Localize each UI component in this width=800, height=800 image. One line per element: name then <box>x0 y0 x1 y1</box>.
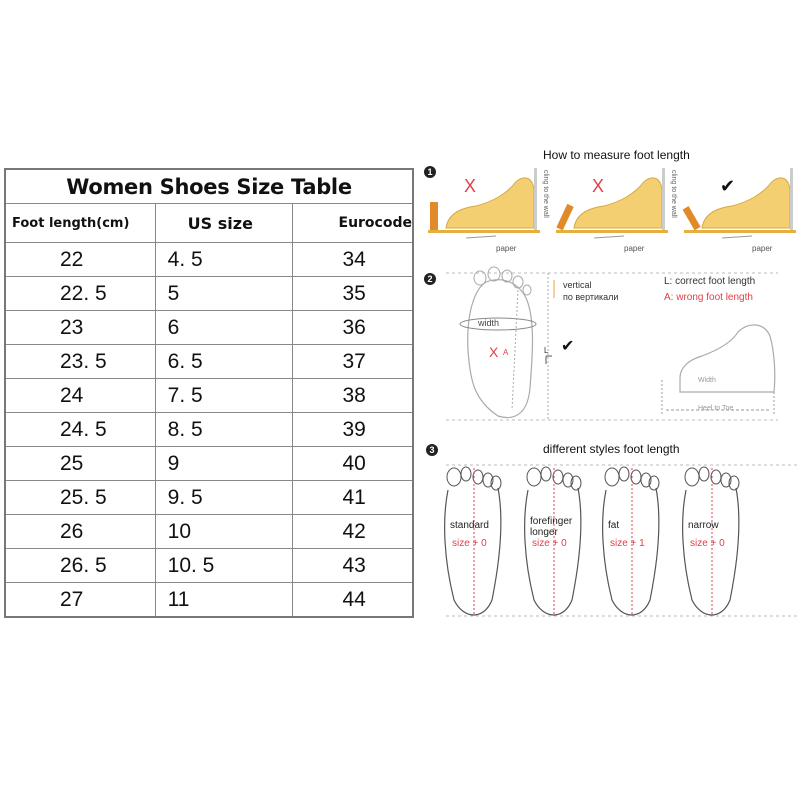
step-3-number: 3 <box>426 444 438 456</box>
eurocode-cell: 38 <box>292 379 413 413</box>
wall-label: cling to the wall <box>670 170 677 218</box>
guide-title: How to measure foot length <box>543 148 690 162</box>
eurocode-cell: 39 <box>292 413 413 447</box>
side-width-label: Width <box>698 377 716 384</box>
toe-outline <box>605 468 619 486</box>
table-row <box>5 379 413 413</box>
table-row <box>5 311 413 345</box>
table-row <box>5 515 413 549</box>
table-row <box>5 549 413 583</box>
eurocode-cell: 42 <box>292 515 413 549</box>
table-row <box>5 583 413 618</box>
toe-outline <box>541 467 551 481</box>
check-letter-l: L <box>544 346 549 355</box>
eurocode-cell: 43 <box>292 549 413 583</box>
style-name: fat <box>608 520 620 531</box>
toe-outline <box>447 468 461 486</box>
us-size-cell: 6. 5 <box>155 345 292 379</box>
foot-length-cell: 22. 5 <box>5 277 155 311</box>
toe-outline <box>685 468 699 486</box>
foot-length-cell: 27 <box>5 583 155 618</box>
us-size-cell: 6 <box>155 311 292 345</box>
style-size: size + 0 <box>452 538 487 549</box>
foot-length-cell: 24 <box>5 379 155 413</box>
style-name: standard <box>450 520 489 531</box>
foot-length-cell: 22 <box>5 243 155 277</box>
table-row <box>5 413 413 447</box>
us-size-cell: 10 <box>155 515 292 549</box>
foot-length-cell: 24. 5 <box>5 413 155 447</box>
step-3-title: different styles foot length <box>543 442 680 456</box>
wrong-letter-a: A <box>503 348 509 357</box>
toe-outline <box>461 467 471 481</box>
style-name-2: longer <box>530 527 558 538</box>
toe-outline <box>619 467 629 481</box>
column-header-foot-length: Foot length(cm) <box>5 204 155 243</box>
eurocode-cell: 35 <box>292 277 413 311</box>
foot-side-illustration <box>426 166 546 246</box>
heel-to-toe-label: Heel to Toe <box>698 405 734 412</box>
table-header-row <box>5 204 413 243</box>
step-1-number: 1 <box>424 166 436 178</box>
vertical-ru-label: по вертикали <box>563 292 619 302</box>
foot-side-illustration <box>682 166 800 246</box>
wrong-mark-x: X <box>489 344 499 360</box>
us-size-cell: 5 <box>155 277 292 311</box>
check-mark: ✔ <box>561 338 575 355</box>
width-label: width <box>478 318 500 328</box>
paper-label: paper <box>624 244 645 253</box>
step-1-mark: ✔ <box>720 176 736 196</box>
column-header-eurocode: Eurocode <box>292 204 413 243</box>
measure-guide <box>418 140 800 800</box>
table-row <box>5 277 413 311</box>
style-name: forefinger <box>530 516 573 527</box>
us-size-cell: 4. 5 <box>155 243 292 277</box>
eurocode-cell: 44 <box>292 583 413 618</box>
us-size-cell: 9. 5 <box>155 481 292 515</box>
foot-outline-top <box>468 280 533 418</box>
foot-length-cell: 23 <box>5 311 155 345</box>
us-size-cell: 11 <box>155 583 292 618</box>
foot-outline-side <box>680 325 775 392</box>
foot-outline <box>603 488 659 615</box>
style-size: size + 0 <box>532 538 567 549</box>
table-body <box>5 243 413 618</box>
foot-length-cell: 25 <box>5 447 155 481</box>
size-table <box>4 168 414 618</box>
toe-outline <box>527 468 541 486</box>
toe-outline <box>699 467 709 481</box>
eurocode-cell: 36 <box>292 311 413 345</box>
table-row <box>5 345 413 379</box>
style-name: narrow <box>688 520 719 531</box>
style-size: size + 1 <box>610 538 645 549</box>
paper-label: paper <box>752 244 773 253</box>
table-title: Women Shoes Size Table <box>5 169 413 204</box>
step-1-mark: X <box>592 176 605 196</box>
foot-side-illustration <box>554 166 674 246</box>
foot-length-cell: 26 <box>5 515 155 549</box>
foot-outline <box>445 488 501 615</box>
foot-outline <box>525 488 581 615</box>
wall-label: cling to the wall <box>542 170 549 218</box>
foot-length-cell: 23. 5 <box>5 345 155 379</box>
table-row <box>5 243 413 277</box>
eurocode-cell: 34 <box>292 243 413 277</box>
foot-length-cell: 25. 5 <box>5 481 155 515</box>
foot-outline <box>683 488 739 615</box>
us-size-cell: 10. 5 <box>155 549 292 583</box>
table-title-row <box>5 169 413 204</box>
us-size-cell: 9 <box>155 447 292 481</box>
step-2-number: 2 <box>424 273 436 285</box>
legend-correct: L: correct foot length <box>664 276 756 287</box>
table-row <box>5 447 413 481</box>
eurocode-cell: 37 <box>292 345 413 379</box>
us-size-cell: 7. 5 <box>155 379 292 413</box>
eurocode-cell: 40 <box>292 447 413 481</box>
eurocode-cell: 41 <box>292 481 413 515</box>
step-1-mark: X <box>464 176 477 196</box>
column-header-us-size: US size <box>155 204 292 243</box>
vertical-label: vertical <box>563 280 592 290</box>
us-size-cell: 8. 5 <box>155 413 292 447</box>
table-row <box>5 481 413 515</box>
style-size: size + 0 <box>690 538 725 549</box>
paper-label: paper <box>496 244 517 253</box>
legend-wrong: A: wrong foot length <box>664 292 753 303</box>
foot-length-cell: 26. 5 <box>5 549 155 583</box>
